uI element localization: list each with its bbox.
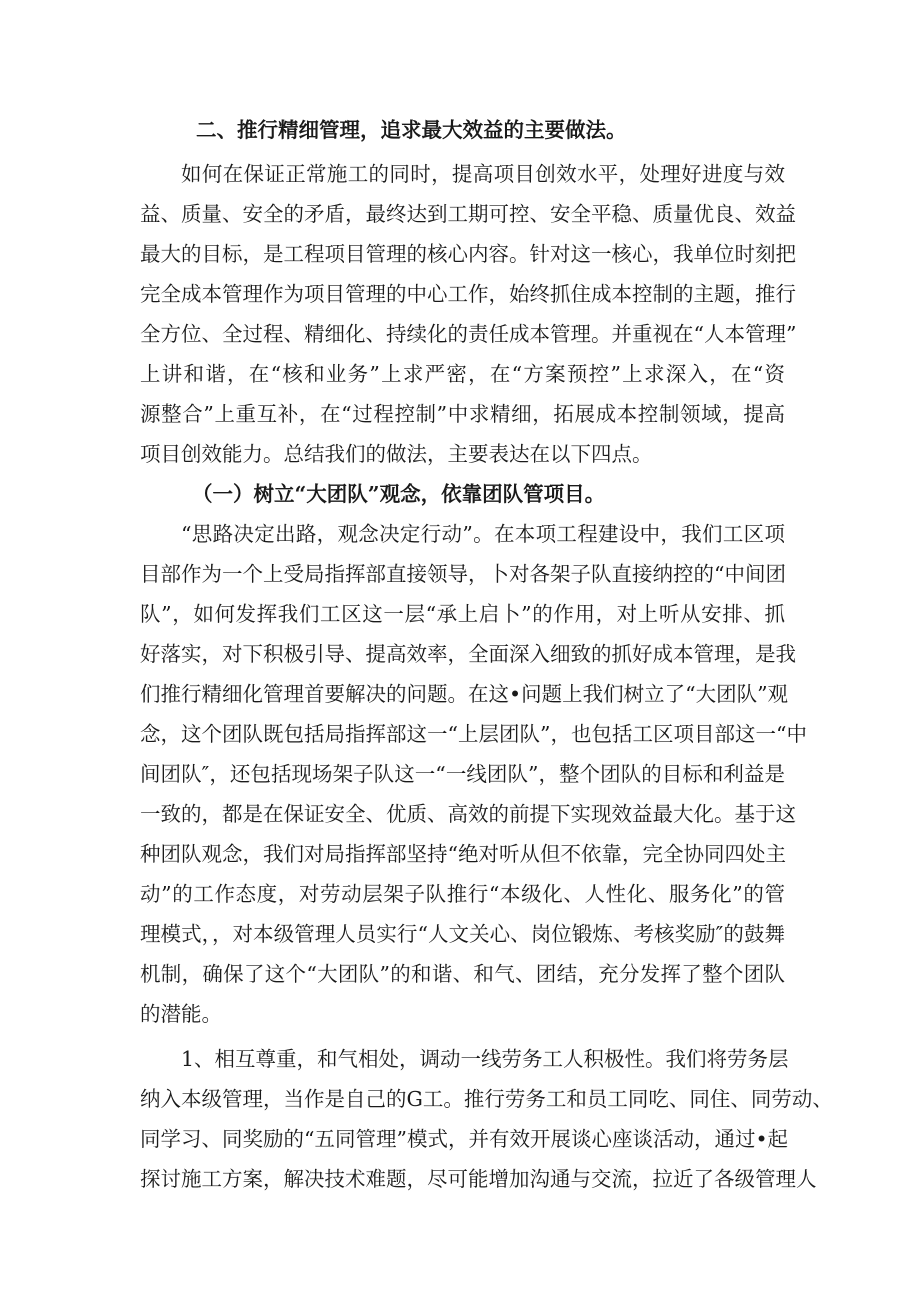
text-line: 们推行精细化管理首要解决的问题。在这•问题上我们树立了“大团队”观 [140, 682, 789, 706]
text-line: 念，这个团队既包括局指挥部这一“上层团队”，也包括工区项目部这一“中 [140, 722, 807, 746]
text-line: 动”的工作态度，对劳动层架子队推行“本级化、人性化、服务化”的管 [140, 882, 785, 906]
text-line: 1、相互尊重，和气相处，调动一线劳务工人积极性。我们将劳务层 [181, 1047, 789, 1071]
text-line: 源整合”上重互补，在“过程控制”中求精细，拓展成本控制领域，提高 [140, 402, 785, 426]
section-heading: 二、推行精细管理，追求最大效益的主要做法。 [196, 118, 627, 142]
text-line: 如何在保证正常施工的同时，提高项目创效水平，处理好进度与效 [181, 162, 785, 186]
text-line: 的潜能。 [140, 1002, 222, 1026]
text-line: 最大的目标，是工程项目管理的核心内容。针对这一核心，我单位时刻把 [140, 242, 796, 266]
text-line: 上讲和谐，在“核和业务”上求严密，在“方案预控”上求深入，在“资 [140, 362, 785, 386]
text-line: 种团队观念，我们对局指挥部坚持“绝对听从但不依靠，完全协同四处主 [140, 842, 786, 866]
text-line: 目部作为一个上受局指挥部直接领导，卜对各架子队直接纳控的“中间团 [140, 562, 786, 586]
text-line: 项目创效能力。总结我们的做法，主要表达在以下四点。 [140, 442, 653, 466]
text-line: 同学习、同奖励的“五同管理”模式，并有效开展谈心座谈活动，通过•起 [140, 1127, 789, 1151]
text-line: 机制，确保了这个“大团队”的和谐、和气、团结，充分发挥了整个团队 [140, 962, 785, 986]
text-line: 完全成本管理作为项目管理的中心工作，始终抓住成本控制的主题，推行 [140, 282, 796, 306]
text-line: 好落实，对下积极引导、提高效率，全面深入细致的抓好成本管理，是我 [140, 642, 796, 666]
text-line: 纳入本级管理，当作是自己的G工。推行劳务工和员工同吃、同住、同劳动、 [140, 1087, 833, 1111]
text-line: 益、质量、安全的矛盾，最终达到工期可控、安全平稳、质量优良、效益 [140, 202, 796, 226]
text-line: “思路决定出路，观念决定行动”。在本项工程建设中，我们工区项 [181, 522, 785, 546]
text-line: 理模式，，对本级管理人员实行“人文关心、岗位锻炼、考核奖励″的鼓舞 [140, 922, 785, 946]
text-line: 全方位、全过程、精细化、持续化的责任成本管理。并重视在“人本管理” [140, 322, 797, 346]
text-line: 队”，如何发挥我们工区这一层“承上启卜”的作用，对上听从安排、抓 [140, 602, 785, 626]
text-line: 探讨施工方案，解决技术难题，尽可能增加沟通与交流，拉近了各级管理人 [140, 1167, 817, 1191]
text-line: 间团队″，还包括现场架子队这一“一线团队”，整个团队的目标和利益是 [140, 762, 785, 786]
text-line: 一致的，都是在保证安全、优质、高效的前提下实现效益最大化。基于这 [140, 802, 796, 826]
subsection-heading: （一）树立“大团队”观念，依靠团队管项目。 [192, 482, 606, 506]
